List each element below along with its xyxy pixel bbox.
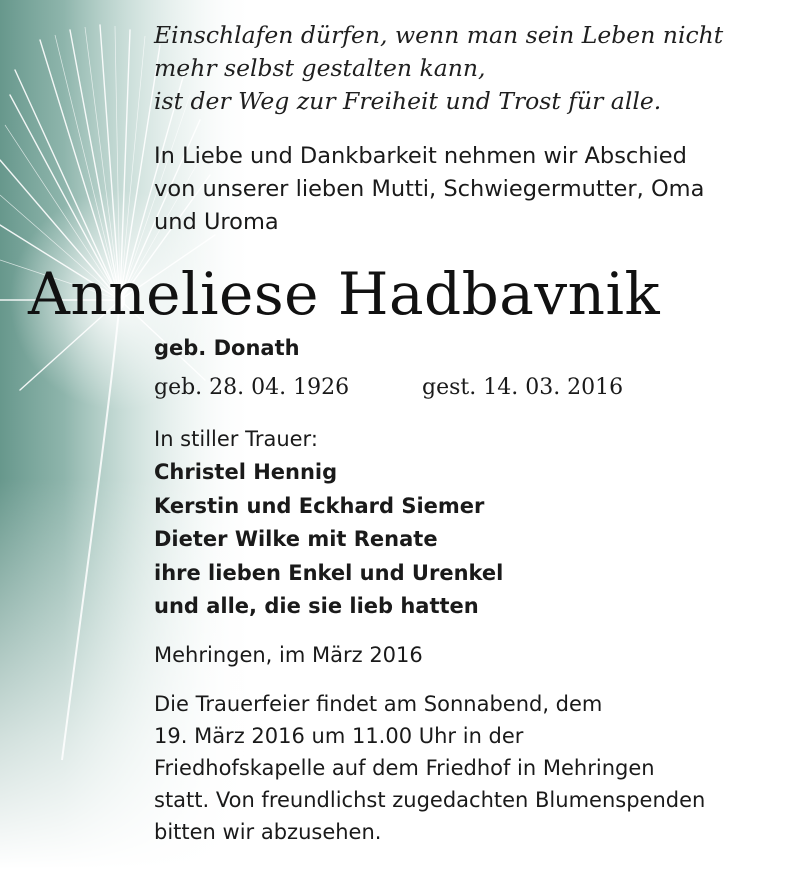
mourners-heading: In stiller Trauer: [154,427,318,451]
intro-line: und Uroma [154,209,279,235]
funeral-line: Friedhofskapelle auf dem Friedhof in Mehringen [154,756,655,780]
place-and-date: Mehringen, im März 2016 [154,643,423,667]
deceased-name: Anneliese Hadbavnik [28,260,661,328]
quote-line: Einschlafen dürfen, wenn man sein Leben nicht [154,21,724,49]
intro-line: von unserer lieben Mutti, Schwiegermutter, Oma [154,176,705,202]
funeral-line: statt. Von freundlichst zugedachten Blumenspenden [154,788,706,812]
quote-line: ist der Weg zur Freiheit und Trost für alle. [154,87,662,115]
quote-line: mehr selbst gestalten kann, [154,54,486,82]
epigraph-quote [154,19,723,118]
farewell-intro [154,140,704,239]
life-dates [154,372,624,404]
mourner-name: Kerstin und Eckhard Siemer [154,493,485,518]
mourner-name: Christel Hennig [154,460,338,484]
maiden-name: geb. Donath [154,336,300,360]
death-date: gest. 14. 03. 2016 [422,375,624,400]
mourner-name: und alle, die sie lieb hatten [154,594,479,618]
funeral-line: 19. März 2016 um 11.00 Uhr in der [154,724,524,748]
mourner-name: Dieter Wilke mit Renate [154,527,438,551]
mourner-name: ihre lieben Enkel und Urenkel [154,560,504,585]
birth-date: geb. 28. 04. 1926 [154,375,350,400]
funeral-line: bitten wir abzusehen. [154,820,382,844]
intro-line: In Liebe und Dankbarkeit nehmen wir Abschied [154,143,687,169]
funeral-line: Die Trauerfeier findet am Sonnabend, dem [154,692,603,716]
funeral-details [154,688,705,848]
mourners-list [154,456,503,624]
